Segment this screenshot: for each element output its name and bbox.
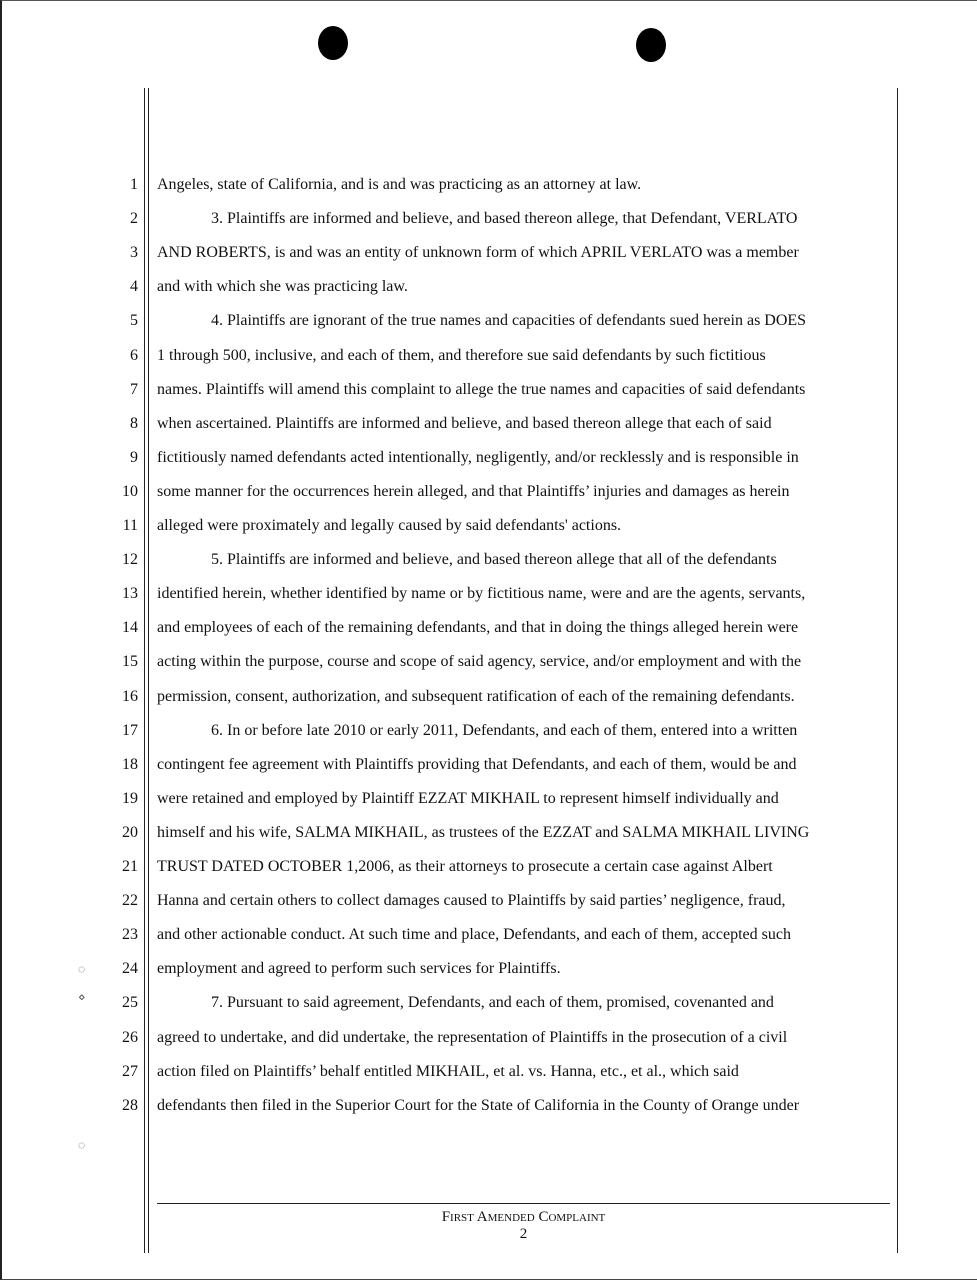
footer-rule [157,1203,890,1204]
pleading-line-text: when ascertained. Plaintiffs are informed and believe, and based thereon allege that each of said [157,415,772,432]
line-number: 11 [122,517,138,534]
punch-hole-right [636,28,666,62]
pleading-line-text: and with which she was practicing law. [157,278,408,295]
line-number: 23 [122,926,138,943]
line-number: 22 [122,892,138,909]
line-number: 4 [130,278,138,295]
pleading-line-text: and employees of each of the remaining defendants, and that in doing the things alleged herein were [157,619,799,636]
line-number: 27 [122,1063,138,1080]
line-number: 7 [130,381,138,398]
line-number: 8 [130,415,138,432]
margin-scan-artifact: ◌ [78,962,86,976]
pleading-line-text: defendants then filed in the Superior Court for the State of California in the County of Orange under [157,1097,800,1114]
line-number: 26 [122,1029,138,1046]
line-number: 5 [130,312,138,329]
pleading-line-text: 4. Plaintiffs are ignorant of the true names and capacities of defendants sued herein as DOES [211,312,807,329]
footer-document-title: First Amended Complaint [441,1209,606,1225]
punch-hole-left [318,26,348,60]
line-number: 13 [122,585,138,602]
line-number: 9 [130,449,138,466]
pleading-line-text: 5. Plaintiffs are informed and believe, and based thereon allege that all of the defendants [211,551,777,568]
pleading-line-text: 3. Plaintiffs are informed and believe, and based thereon allege, that Defendant, VERLATO [211,210,798,227]
pleading-line-text: contingent fee agreement with Plaintiffs providing that Defendants, and each of them, would be and [157,756,797,773]
pleading-line-text: 1 through 500, inclusive, and each of them, and therefore sue said defendants by such fictitious [157,347,766,364]
pleading-line-text: agreed to undertake, and did undertake, the representation of Plaintiffs in the prosecution of a civil [157,1029,788,1046]
pleading-line-text: acting within the purpose, course and scope of said agency, service, and/or employment and with the [157,653,802,670]
pleading-line-text: employment and agreed to perform such services for Plaintiffs. [157,960,561,977]
pleading-line-text: himself and his wife, SALMA MIKHAIL, as trustees of the EZZAT and SALMA MIKHAIL LIVING [157,824,810,841]
pleading-line-text: permission, consent, authorization, and subsequent ratification of each of the remaining defendants. [157,688,795,705]
pleading-line-text: identified herein, whether identified by name or by fictitious name, were and are the agents, servants, [157,585,806,602]
pleading-line-text: action filed on Plaintiffs’ behalf entitled MIKHAIL, et al. vs. Hanna, etc., et al., which said [157,1063,739,1080]
line-number: 19 [122,790,138,807]
line-number: 10 [122,483,138,500]
left-margin-rule-inner [148,88,149,1253]
pleading-line-text: were retained and employed by Plaintiff EZZAT MIKHAIL to represent himself individually and [157,790,779,807]
line-number: 21 [122,858,138,875]
footer-page-number: 2 [519,1226,528,1242]
pleading-line-text: names. Plaintiffs will amend this complaint to allege the true names and capacities of said defendants [157,381,806,398]
pleading-line-text: 6. In or before late 2010 or early 2011, Defendants, and each of them, entered into a written [211,722,798,739]
line-number: 3 [130,244,138,261]
line-number: 2 [130,210,138,227]
margin-scan-artifact: ◌ [78,1138,86,1152]
line-number: 16 [122,688,138,705]
line-number: 15 [122,653,138,670]
line-number: 17 [122,722,138,739]
pleading-line-text: alleged were proximately and legally caused by said defendants' actions. [157,517,622,534]
line-number: 1 [130,176,138,193]
pleading-line-text: TRUST DATED OCTOBER 1,2006, as their attorneys to prosecute a certain case against Albert [157,858,773,875]
margin-scan-artifact: ⋄ [78,990,86,1004]
left-margin-rule-outer [144,88,145,1253]
line-number: 18 [122,756,138,773]
line-number: 12 [122,551,138,568]
line-number: 25 [122,994,138,1011]
pleading-line-text: Hanna and certain others to collect damages caused to Plaintiffs by said parties’ negligence, fraud, [157,892,786,909]
line-number: 24 [122,960,138,977]
line-number: 20 [122,824,138,841]
pleading-line-text: some manner for the occurrences herein alleged, and that Plaintiffs’ injuries and damages as herein [157,483,790,500]
right-margin-rule [897,88,898,1253]
line-number: 14 [122,619,138,636]
pleading-line-text: 7. Pursuant to said agreement, Defendants, and each of them, promised, covenanted and [211,994,774,1011]
pleading-line-text: fictitiously named defendants acted intentionally, negligently, and/or recklessly and is responsible in [157,449,799,466]
pleading-line-text: Angeles, state of California, and is and was practicing as an attorney at law. [157,176,642,193]
pleading-line-text: and other actionable conduct. At such time and place, Defendants, and each of them, accepted such [157,926,791,943]
pleading-line-text: AND ROBERTS, is and was an entity of unknown form of which APRIL VERLATO was a member [157,244,799,261]
line-number: 6 [130,347,138,364]
line-number: 28 [122,1097,138,1114]
